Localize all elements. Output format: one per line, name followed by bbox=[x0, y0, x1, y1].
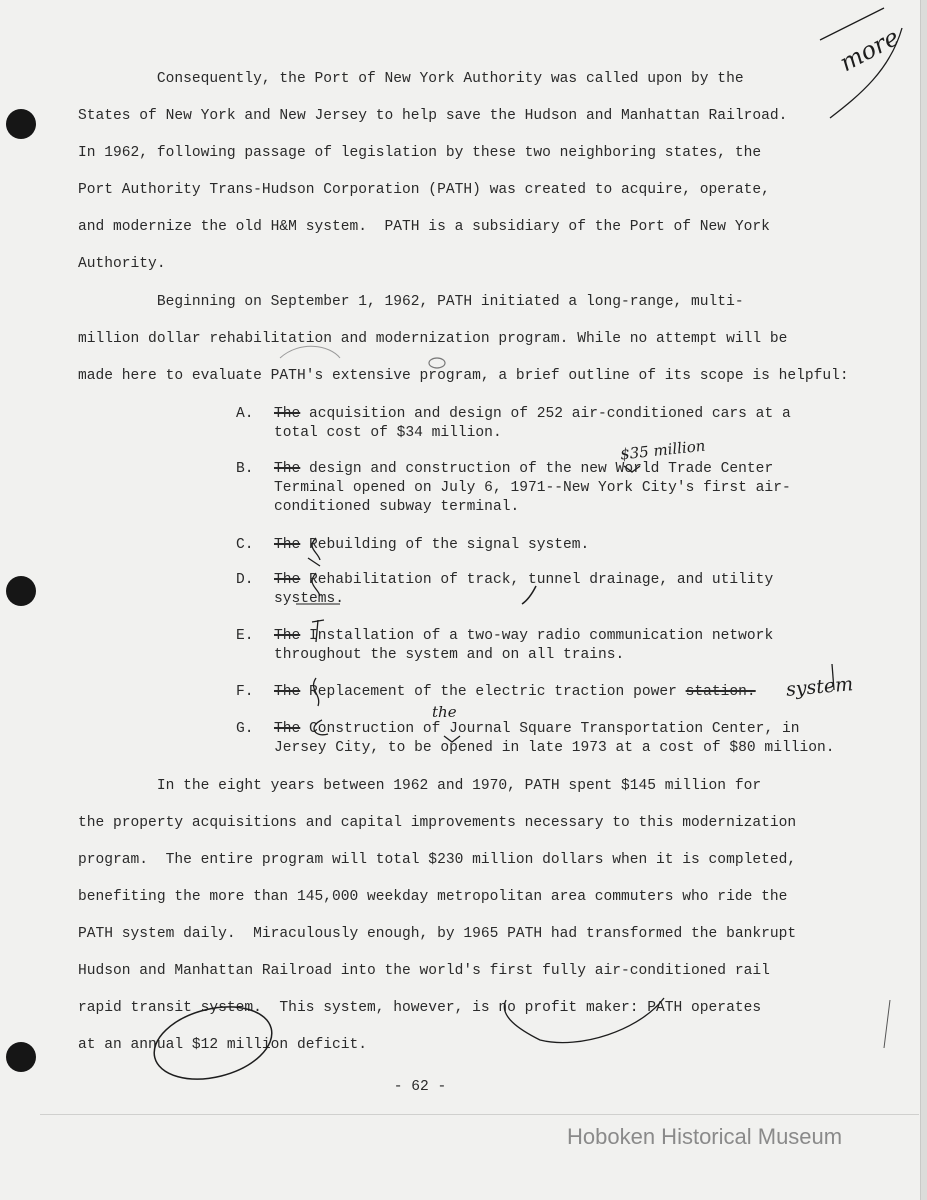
page-edge bbox=[920, 0, 927, 1200]
paragraph-line: made here to evaluate PATH's extensive program, a brief outline of its scope is helpful: bbox=[78, 368, 849, 384]
list-item-text: acquisition and design of 252 air-conditioned cars at a total cost of $34 million. bbox=[274, 406, 791, 441]
list-item-letter: B. bbox=[236, 461, 254, 477]
paragraph-line: benefiting the more than 145,000 weekday metropolitan area commuters who ride the bbox=[78, 889, 788, 905]
paragraph-line: the property acquisitions and capital improvements necessary to this modernization bbox=[78, 815, 797, 831]
handwritten-insert-f: system bbox=[785, 673, 854, 701]
list-item-text: design and construction of the new World Trade Center Terminal opened on July 6, 1971--New York City's first air- conditioned subway terminal. bbox=[274, 461, 791, 515]
list-item-letter: G. bbox=[236, 721, 254, 737]
paragraph-line: rapid transit system. This system, however, is no profit maker: PATH operates bbox=[78, 1000, 762, 1016]
list-item-text: Replacement of the electric traction power bbox=[300, 684, 686, 700]
paragraph-line: In the eight years between 1962 and 1970, PATH spent $145 million for bbox=[78, 778, 762, 794]
binder-hole-top bbox=[6, 109, 36, 139]
list-item-text: Rebuilding of the signal system. bbox=[300, 537, 590, 553]
struck-word: The bbox=[274, 684, 301, 700]
handwritten-insert-g: the bbox=[432, 703, 457, 721]
binder-hole-bottom bbox=[6, 1042, 36, 1072]
paragraph-line: Beginning on September 1, 1962, PATH initiated a long-range, multi- bbox=[78, 294, 744, 310]
paragraph-line: and modernize the old H&M system. PATH is a subsidiary of the Port of New York bbox=[78, 219, 770, 235]
handwritten-insert-b: $35 million bbox=[619, 436, 707, 464]
paragraph-line: million dollar rehabilitation and modernization program. While no attempt will be bbox=[78, 331, 788, 347]
list-item-letter: D. bbox=[236, 572, 254, 588]
paragraph-line: at an annual $12 million deficit. bbox=[78, 1037, 368, 1053]
struck-word: The bbox=[274, 406, 301, 422]
list-item-letter: E. bbox=[236, 628, 254, 644]
struck-word: station. bbox=[685, 684, 756, 700]
struck-word: The bbox=[274, 628, 301, 644]
binder-hole-middle bbox=[6, 576, 36, 606]
list-item-text: Construction of Journal Square Transportation Center, in Jersey City, to be opened in late 1973 at a cost of $80 million. bbox=[274, 721, 835, 756]
page-number: - 62 - bbox=[393, 1079, 447, 1095]
struck-word: The bbox=[274, 721, 301, 737]
paragraph-line: program. The entire program will total $230 million dollars when it is completed, bbox=[78, 852, 797, 868]
paragraph-2 bbox=[78, 284, 908, 395]
paragraph-line: Authority. bbox=[78, 256, 166, 272]
divider bbox=[40, 1114, 919, 1115]
paragraph-3 bbox=[78, 768, 848, 1064]
handwritten-more: more bbox=[835, 22, 904, 78]
paragraph-line: Port Authority Trans-Hudson Corporation (PATH) was created to acquire, operate, bbox=[78, 182, 770, 198]
paragraph-1 bbox=[78, 61, 848, 283]
paragraph-line: States of New York and New Jersey to help save the Hudson and Manhattan Railroad. bbox=[78, 108, 788, 124]
list-item-letter: F. bbox=[236, 684, 254, 700]
paragraph-line: Consequently, the Port of New York Authority was called upon by the bbox=[78, 71, 744, 87]
watermark: Hoboken Historical Museum bbox=[567, 1124, 843, 1149]
list-item-letter: C. bbox=[236, 537, 254, 553]
struck-word: The bbox=[274, 572, 301, 588]
list-item-letter: A. bbox=[236, 406, 254, 422]
paragraph-line: PATH system daily. Miraculously enough, by 1965 PATH had transformed the bankrupt bbox=[78, 926, 797, 942]
struck-word: The bbox=[274, 537, 301, 553]
paragraph-line: In 1962, following passage of legislation by these two neighboring states, the bbox=[78, 145, 762, 161]
list-item-text: Installation of a two-way radio communication network throughout the system and on all trains. bbox=[274, 628, 774, 663]
list-item-text: Rehabilitation of track, tunnel drainage, and utility systems. bbox=[274, 572, 774, 607]
paragraph-line: Hudson and Manhattan Railroad into the world's first fully air-conditioned rail bbox=[78, 963, 770, 979]
struck-word: The bbox=[274, 461, 301, 477]
